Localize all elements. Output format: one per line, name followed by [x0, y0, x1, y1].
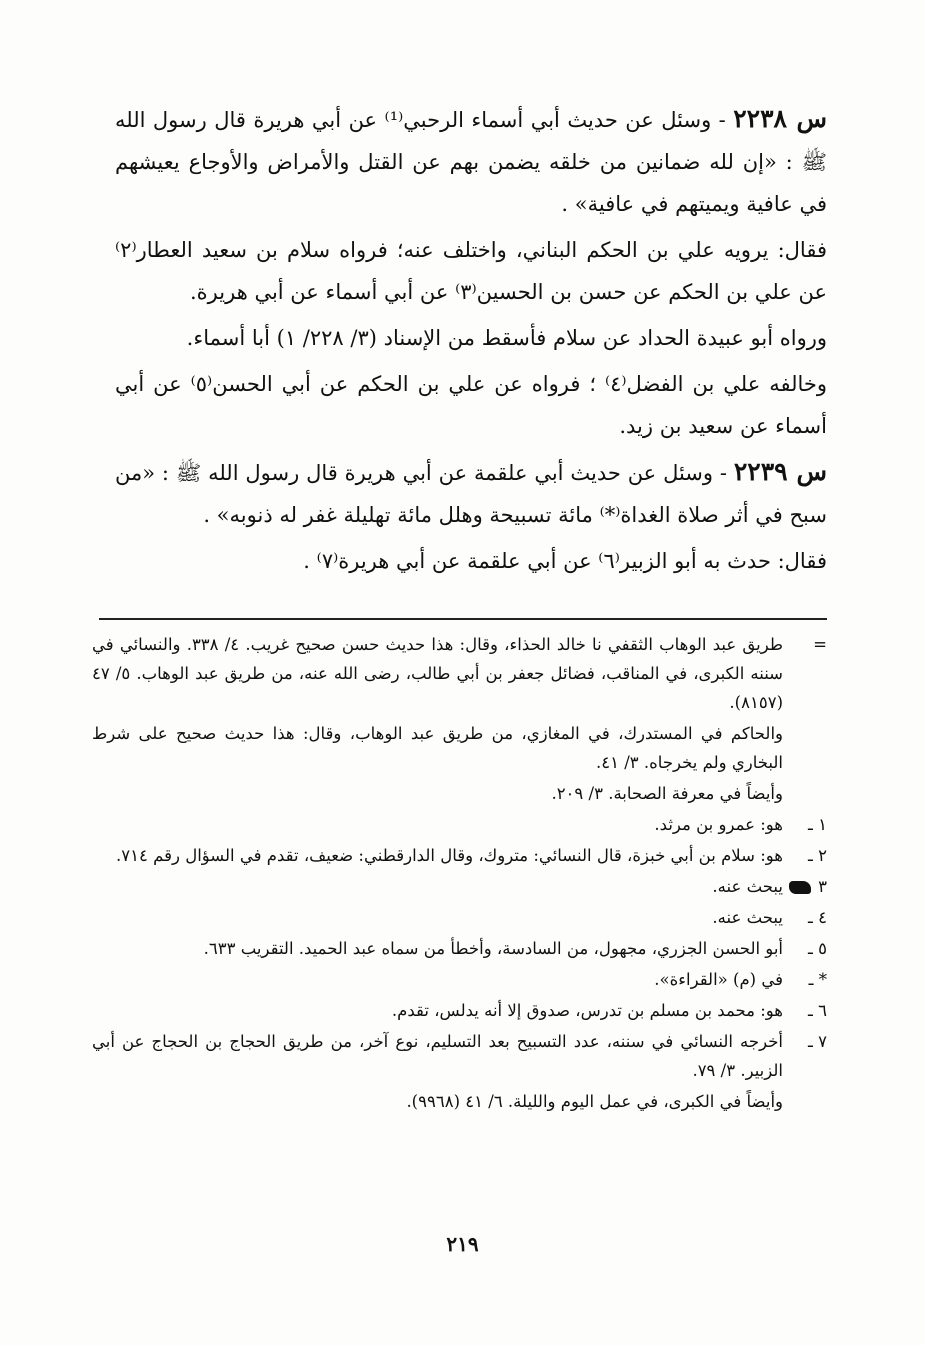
footnote-divider [99, 618, 827, 620]
footnote-mark: ٢ ـ [808, 846, 827, 865]
footnote-mark: ٤ ـ [808, 908, 827, 927]
footnote-7-continued: وأيضاً في الكبرى، في عمل اليوم والليلة. ٦/ ٤١ (٩٩٦٨). [406, 1092, 783, 1111]
footnote-text: أخرجه النسائي في سننه، عدد التسبيح بعد التسليم، نوع آخر، من طريق الحجاج بن الحجاج عن أبي الزبير. ٣/ ٧٩. [92, 1032, 783, 1080]
footnote-mark: = [813, 635, 827, 654]
footnote-star [92, 965, 827, 994]
question-number: س ٢٢٣٩ [733, 457, 827, 486]
footnote-4 [92, 903, 827, 932]
answer-paragraph-3: وخالفه علي بن الفضل⁽٤⁾ ؛ فرواه عن علي بن الحكم عن أبي الحسن⁽٥⁾ عن أبي أسماء عن سعيد بن زيد. [115, 372, 827, 438]
footnote-continued [92, 630, 827, 717]
footnote-text: يبحث عنه. [712, 877, 783, 896]
footnotes [92, 630, 827, 1118]
footnote-mark: ٦ ـ [808, 1001, 827, 1020]
footnote-continued-2: والحاكم في المستدرك، في المغازي، من طريق عبد الوهاب، وقال: هذا حديث صحيح على شرط البخاري ولم يخرجاه. ٣/ ٤١. [92, 724, 783, 772]
footnote-text: يبحث عنه. [712, 908, 783, 927]
footnote-6 [92, 996, 827, 1025]
question-text: - وسئل عن حديث أبي أسماء الرحبي⁽¹⁾ عن أبي هريرة قال رسول الله ﷺ : «إن لله ضمانين من خلقه يضمن بهم عن القتل والأمراض والأوجاع يعيشهم في عافية ويميتهم في عافية» . [115, 108, 827, 216]
footnote-text: هو: عمرو بن مرثد. [654, 815, 783, 834]
footnote-3 [92, 872, 827, 901]
ink-blot [789, 881, 811, 894]
footnote-1 [92, 810, 827, 839]
footnote-text: في (م) «القراءة». [654, 970, 783, 989]
footnote-text: أبو الحسن الجزري، مجهول، من السادسة، وأخطأ من سماه عبد الحميد. التقريب ٦٣٣. [203, 939, 783, 958]
question-number: س ٢٢٣٨ [733, 104, 827, 133]
footnote-5 [92, 934, 827, 963]
page-number: ٢١٩ [446, 1232, 479, 1256]
main-text [115, 98, 827, 586]
footnote-mark: ٣ [783, 872, 827, 901]
answer-paragraph-1: فقال: يرويه علي بن الحكم البناني، واختلف عنه؛ فرواه سلام بن سعيد العطار⁽٢⁾ عن علي بن الحكم عن حسن بن الحسين⁽٣⁾ عن أبي أسماء عن أبي هريرة. [115, 238, 827, 304]
question-text: - وسئل عن حديث أبي علقمة عن أبي هريرة قال رسول الله ﷺ : «من سبح في أثر صلاة الغداة⁽*⁾ مائة تسبيحة وهلل مائة تهليلة غفر له ذنوبه» . [115, 461, 827, 527]
footnote-2 [92, 841, 827, 870]
footnote-mark: ٥ ـ [808, 939, 827, 958]
footnote-continued-3: وأيضاً في معرفة الصحابة. ٣/ ٢٠٩. [551, 784, 783, 803]
question-2238 [115, 98, 827, 225]
footnote-mark: ١ ـ [808, 815, 827, 834]
footnote-text: طريق عبد الوهاب الثقفي نا خالد الحذاء، وقال: هذا حديث حسن صحيح غريب. ٤/ ٣٣٨. والنسائي في سننه الكبرى، في المناقب، فضائل جعفر بن أبي طالب، رضى الله عنه، من طريق عبد الوهاب. ٥/ ٤٧ (٨١٥٧). [92, 635, 783, 712]
footnote-text: هو: سلام بن أبي خبزة، قال النسائي: متروك، وقال الدارقطني: ضعيف، تقدم في السؤال رقم ٧١٤. [116, 846, 783, 865]
footnote-mark: ٧ ـ [808, 1032, 827, 1051]
answer-paragraph-4: فقال: حدث به أبو الزبير⁽٦⁾ عن أبي علقمة عن أبي هريرة⁽٧⁾ . [303, 549, 827, 573]
footnote-mark: * ـ [808, 970, 827, 989]
footnote-text: هو: محمد بن مسلم بن تدرس، صدوق إلا أنه يدلس، تقدم. [391, 1001, 783, 1020]
footnote-7 [92, 1027, 827, 1085]
answer-paragraph-2: ورواه أبو عبيدة الحداد عن سلام فأسقط من الإسناد (٣/ ٢٢٨/ ١) أبا أسماء. [186, 326, 827, 350]
question-2239 [115, 451, 827, 536]
